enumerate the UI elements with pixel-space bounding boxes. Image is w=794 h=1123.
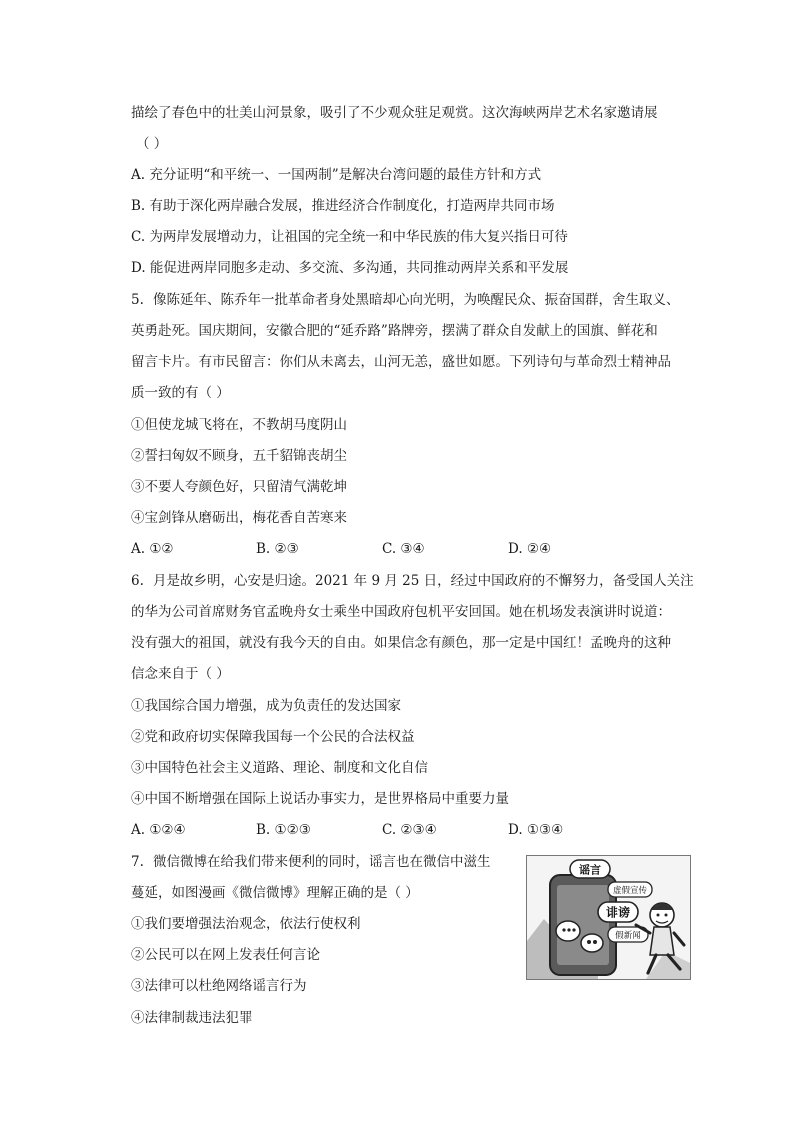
q7-item-3: ③法律可以杜绝网络谣言行为 (131, 978, 307, 994)
q5-stem-line4: 质一致的有（ ） (131, 385, 230, 401)
q5-item-2: ②誓扫匈奴不顾身，五千貂锦丧胡尘 (131, 448, 347, 464)
q6-item-1: ①我国综合国力增强，成为负责任的发达国家 (131, 698, 401, 714)
q7-line1-text: 微信微博在给我们带来便利的同时，谣言也在微信中滋生 (153, 854, 491, 870)
q5-stem-line3: 留言卡片。有市民留言：你们从未离去，山河无恙，盛世如愿。下列诗句与革命烈士精神品 (131, 354, 671, 370)
q6-line1-text: 月是故乡明，心安是归途。2021 年 9 月 25 日，经过中国政府的不懈努力，备受国人关注 (153, 573, 694, 589)
q5-stem-line2: 英勇赴死。国庆期间，安徽合肥的“延乔路”路牌旁，摆满了群众自发献上的国旗、鲜花和 (131, 323, 658, 339)
cartoon-label-fake-ad: 虚假宣传 (612, 886, 648, 896)
q7-stem-line2: 蔓延，如图漫画《微信微博》理解正确的是（ ） (131, 885, 419, 901)
q5-line1-text: 像陈延年、陈乔年一批革命者身处黑暗却心向光明，为唤醒民众、振奋国群，舍生取义、 (153, 292, 680, 308)
q4-option-a: A. 充分证明“和平统一、一国两制”是解决台湾问题的最佳方针和方式 (131, 167, 542, 183)
q7-item-1: ①我们要增强法治观念，依法行使权利 (131, 916, 361, 932)
q5-choice-d: D. ②④ (508, 541, 552, 557)
q5-item-3: ③不要人夸颜色好，只留清气满乾坤 (131, 479, 347, 495)
q5-choice-a: A. ①② (131, 541, 174, 557)
q5-choice-b: B. ②③ (256, 541, 299, 557)
cartoon-drawing (526, 855, 691, 980)
q4-option-b: B. 有助于深化两岸融合发展，推进经济合作制度化，打造两岸共同市场 (131, 198, 555, 214)
q5-number: 5. (131, 292, 144, 308)
q7-item-4: ④法律制裁违法犯罪 (131, 1010, 253, 1026)
wechat-weibo-cartoon (526, 855, 691, 980)
q6-stem-line3: 没有强大的祖国，就没有我今天的自由。如果信念有颜色，那一定是中国红！孟晚舟的这种 (131, 635, 671, 651)
q4-stem-line1: 描绘了春色中的壮美山河景象，吸引了不少观众驻足观赏。这次海峡两岸艺术名家邀请展 (131, 105, 658, 121)
q5-item-1: ①但使龙城飞将在，不教胡马度阴山 (131, 417, 347, 433)
q5-choice-c: C. ③④ (382, 541, 425, 557)
q6-choice-a: A. ①②④ (131, 822, 186, 838)
q4-option-d: D. 能促进两岸同胞多走动、多交流、多沟通，共同推动两岸关系和平发展 (131, 260, 569, 276)
q6-stem-line2: 的华为公司首席财务官孟晚舟女士乘坐中国政府包机平安回国。她在机场发表演讲时说道： (131, 604, 671, 620)
q6-choice-d: D. ①③④ (508, 822, 564, 838)
q7-stem-line1 (131, 852, 491, 872)
q6-choice-b: B. ①②③ (256, 822, 311, 838)
q6-item-4: ④中国不断增强在国际上说话办事实力，是世界格局中重要力量 (131, 791, 509, 807)
q7-number: 7. (131, 854, 144, 870)
q7-item-2: ②公民可以在网上发表任何言论 (131, 947, 320, 963)
cartoon-label-fake-news: 假新闻 (615, 931, 641, 941)
q6-item-3: ③中国特色社会主义道路、理论、制度和文化自信 (131, 760, 428, 776)
q6-item-2: ②党和政府切实保障我国每一个公民的合法权益 (131, 729, 415, 745)
q5-stem-line1 (131, 290, 680, 310)
q6-stem-line1 (131, 571, 694, 591)
cartoon-label-slander: 诽谤 (605, 905, 631, 920)
q6-number: 6. (131, 573, 144, 589)
q5-item-4: ④宝剑锋从磨砺出，梅花香自苦寒来 (131, 510, 347, 526)
q4-answer-bracket: （ ） (136, 136, 168, 152)
q6-stem-line4: 信念来自于（ ） (131, 666, 230, 682)
q4-option-c: C. 为两岸发展增动力，让祖国的完全统一和中华民族的伟大复兴指日可待 (131, 229, 568, 245)
q6-choice-c: C. ②③④ (382, 822, 437, 838)
cartoon-label-rumor: 谣言 (579, 863, 601, 877)
